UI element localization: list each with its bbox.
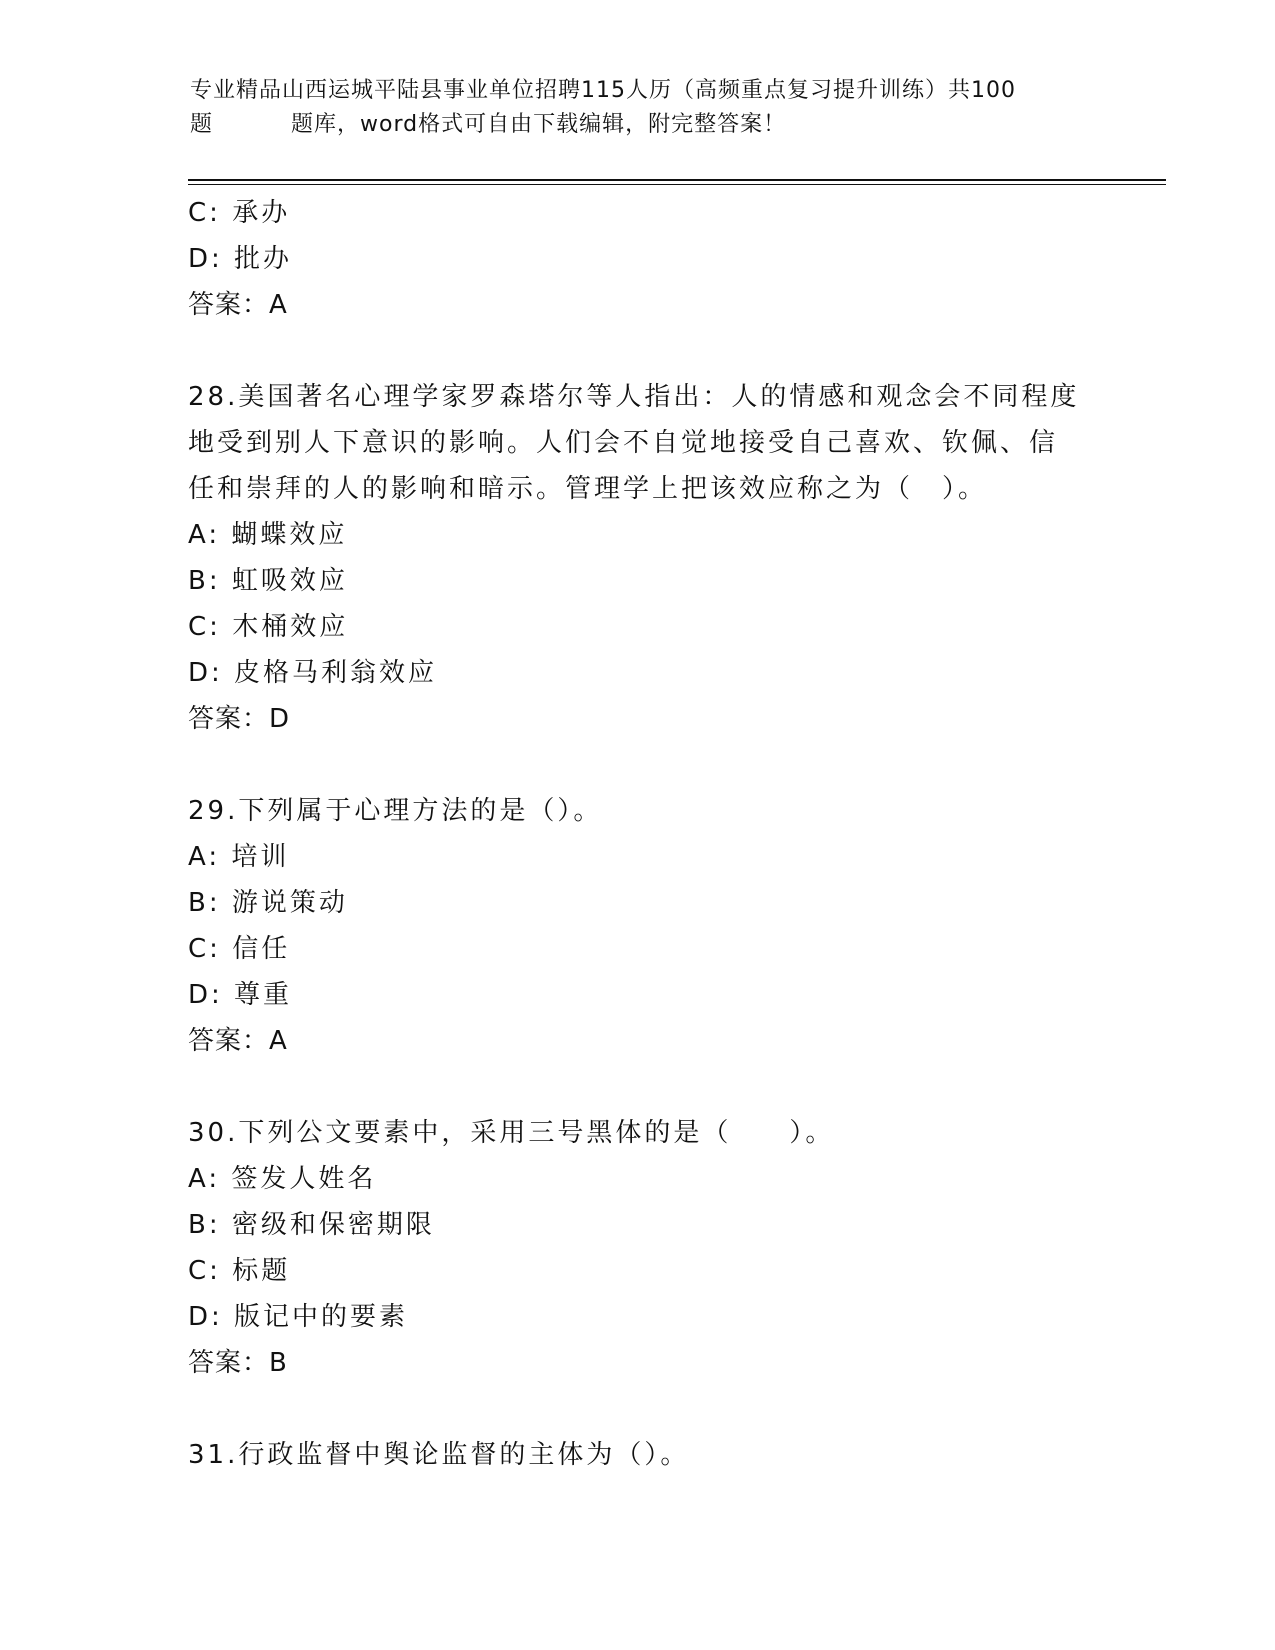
option-a <box>188 1156 1088 1202</box>
option-letter: D: <box>188 244 223 274</box>
option-letter: C: <box>188 1256 221 1286</box>
option-text: 培训 <box>231 842 290 872</box>
header-subtitle-right: 题库，word格式可自由下载编辑，附完整答案！ <box>291 112 787 137</box>
question-30-stem: 30.下列公文要素中，采用三号黑体的是（ ）。 <box>188 1118 835 1148</box>
header-subtitle-left: 题 <box>190 112 214 137</box>
answer-line: 答案：D <box>188 704 291 734</box>
spacer <box>188 742 1088 788</box>
question-29-stem: 29.下列属于心理方法的是（）。 <box>188 796 603 826</box>
option-letter: C: <box>188 934 221 964</box>
option-text: 虹吸效应 <box>231 566 348 596</box>
spacer <box>188 1064 1088 1110</box>
option-letter: B: <box>188 1210 221 1240</box>
header-title-line: 专业精品山西运城平陆县事业单位招聘115人历（高频重点复习提升训练）共100 <box>190 78 1016 103</box>
header-gap <box>213 108 291 142</box>
option-text: 游说策动 <box>231 888 348 918</box>
question-28-stem-line-2: 地受到别人下意识的影响。人们会不自觉地接受自己喜欢、钦佩、信 <box>188 428 1059 458</box>
header-subtitle-line <box>190 108 1090 142</box>
option-c <box>188 604 1088 650</box>
option-letter: D: <box>188 980 223 1010</box>
spacer <box>188 1386 1088 1432</box>
option-c <box>188 190 1088 236</box>
question-content <box>188 190 1088 1478</box>
option-a <box>188 834 1088 880</box>
option-b <box>188 558 1088 604</box>
option-text: 尊重 <box>234 980 293 1010</box>
option-letter: C: <box>188 198 221 228</box>
option-text: 密级和保密期限 <box>231 1210 435 1240</box>
option-letter: C: <box>188 612 221 642</box>
option-text: 标题 <box>232 1256 291 1286</box>
option-a <box>188 512 1088 558</box>
question-28-stem-line-1: 28.美国著名心理学家罗森塔尔等人指出：人的情感和观念会不同程度 <box>188 382 1080 412</box>
option-c <box>188 1248 1088 1294</box>
option-text: 版记中的要素 <box>234 1302 409 1332</box>
option-d <box>188 236 1088 282</box>
option-letter: B: <box>188 566 221 596</box>
answer-line: 答案：A <box>188 290 288 320</box>
question-28-stem-line-3: 任和崇拜的人的影响和暗示。管理学上把该效应称之为（ ）。 <box>188 474 988 504</box>
option-text: 签发人姓名 <box>231 1164 377 1194</box>
option-text: 皮格马利翁效应 <box>234 658 438 688</box>
option-text: 信任 <box>232 934 291 964</box>
option-text: 批办 <box>234 244 293 274</box>
option-letter: D: <box>188 658 223 688</box>
option-d <box>188 1294 1088 1340</box>
answer-line: 答案：B <box>188 1348 288 1378</box>
document-header <box>190 74 1090 142</box>
option-d <box>188 972 1088 1018</box>
spacer <box>188 328 1088 374</box>
option-letter: B: <box>188 888 221 918</box>
option-letter: A: <box>188 1164 221 1194</box>
header-divider-thin <box>188 184 1166 185</box>
option-text: 承办 <box>232 198 291 228</box>
option-b <box>188 880 1088 926</box>
option-c <box>188 926 1088 972</box>
option-b <box>188 1202 1088 1248</box>
option-letter: A: <box>188 842 221 872</box>
header-divider-thick <box>188 179 1166 181</box>
option-letter: D: <box>188 1302 223 1332</box>
option-text: 蝴蝶效应 <box>231 520 348 550</box>
option-d <box>188 650 1088 696</box>
answer-line: 答案：A <box>188 1026 288 1056</box>
question-31-stem: 31.行政监督中舆论监督的主体为（）。 <box>188 1440 690 1470</box>
option-letter: A: <box>188 520 221 550</box>
option-text: 木桶效应 <box>232 612 349 642</box>
